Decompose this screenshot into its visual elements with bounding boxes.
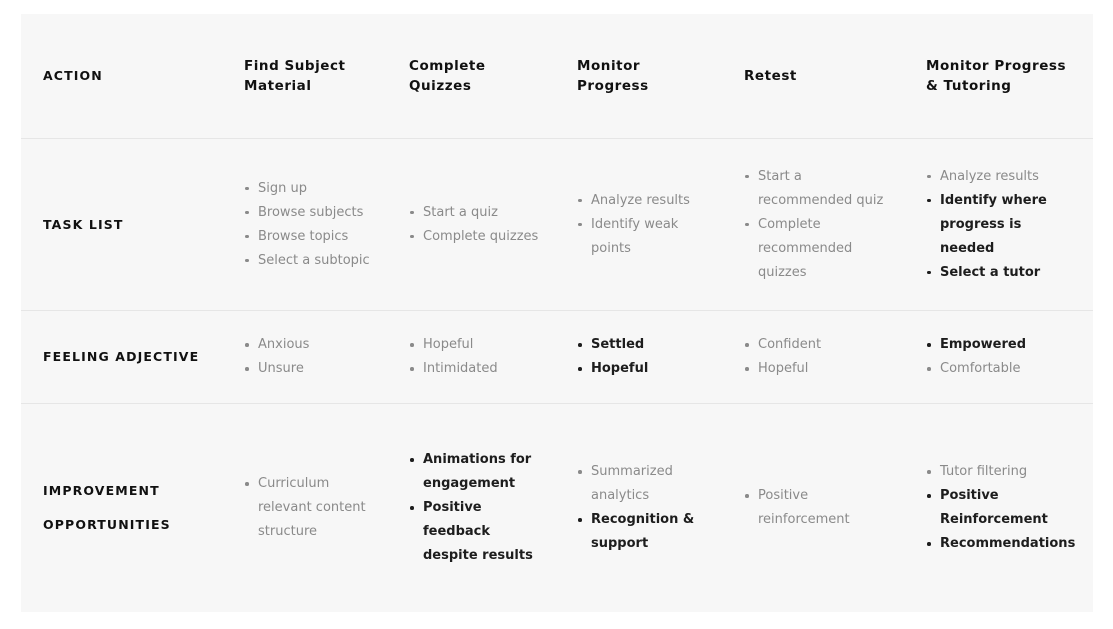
cell-feeling-find-subject-material bbox=[228, 311, 393, 403]
header-cell-retest bbox=[728, 14, 910, 138]
table-row bbox=[21, 310, 1093, 403]
cell-task-list-monitor-progress bbox=[561, 139, 728, 310]
cell-task-list-complete-quizzes bbox=[393, 139, 561, 310]
cell-improvement-monitor-progress bbox=[561, 404, 728, 612]
cell-task-list-monitor-progress-tutoring bbox=[910, 139, 1093, 310]
list-item: Positive feedback despite results bbox=[409, 496, 547, 568]
list-item: Recommendations bbox=[926, 532, 1079, 556]
column-header-label: Monitor Progress bbox=[577, 58, 649, 94]
list-item: Settled bbox=[577, 333, 714, 357]
list-item: Unsure bbox=[244, 357, 379, 381]
row-label-cell bbox=[21, 139, 228, 310]
list-item: Anxious bbox=[244, 333, 379, 357]
list-item: Analyze results bbox=[926, 165, 1079, 189]
list-item: Hopeful bbox=[744, 357, 896, 381]
list-item: Recognition & support bbox=[577, 508, 714, 556]
table-row bbox=[21, 403, 1093, 612]
bullet-list bbox=[409, 333, 547, 381]
column-header-label: ACTION bbox=[43, 68, 103, 83]
list-item: Browse subjects bbox=[244, 201, 379, 225]
table-header-row bbox=[21, 14, 1093, 138]
table-row bbox=[21, 138, 1093, 310]
cell-feeling-complete-quizzes bbox=[393, 311, 561, 403]
cell-feeling-monitor-progress-tutoring bbox=[910, 311, 1093, 403]
cell-improvement-monitor-progress-tutoring bbox=[910, 404, 1093, 612]
cell-improvement-retest bbox=[728, 404, 910, 612]
list-item: Start a recommended quiz bbox=[744, 165, 896, 213]
list-item: Positive reinforcement bbox=[744, 484, 896, 532]
header-cell-monitor-progress bbox=[561, 14, 728, 138]
list-item: Complete quizzes bbox=[409, 225, 547, 249]
row-label: FEELING ADJECTIVE bbox=[43, 349, 200, 364]
header-cell-find-subject-material bbox=[228, 14, 393, 138]
row-label-cell bbox=[21, 311, 228, 403]
list-item: Intimidated bbox=[409, 357, 547, 381]
list-item: Browse topics bbox=[244, 225, 379, 249]
row-label-cell bbox=[21, 404, 228, 612]
bullet-list bbox=[577, 333, 714, 381]
list-item: Select a subtopic bbox=[244, 249, 379, 273]
user-journey-map-table bbox=[21, 14, 1093, 612]
column-header-label: Complete Quizzes bbox=[409, 58, 486, 94]
list-item: Identify weak points bbox=[577, 213, 714, 261]
list-item: Hopeful bbox=[577, 357, 714, 381]
bullet-list bbox=[244, 333, 379, 381]
header-cell-action bbox=[21, 14, 228, 138]
bullet-list bbox=[577, 189, 714, 261]
column-header-label: Find Subject Material bbox=[244, 58, 346, 94]
row-label: TASK LIST bbox=[43, 216, 124, 232]
bullet-list bbox=[744, 165, 896, 285]
list-item: Curriculum relevant content structure bbox=[244, 472, 379, 544]
list-item: Summarized analytics bbox=[577, 460, 714, 508]
cell-task-list-find-subject-material bbox=[228, 139, 393, 310]
header-cell-complete-quizzes bbox=[393, 14, 561, 138]
list-item: Identify where progress is needed bbox=[926, 189, 1079, 261]
list-item: Animations for engagement bbox=[409, 448, 547, 496]
cell-task-list-retest bbox=[728, 139, 910, 310]
list-item: Hopeful bbox=[409, 333, 547, 357]
cell-feeling-retest bbox=[728, 311, 910, 403]
list-item: Confident bbox=[744, 333, 896, 357]
list-item: Start a quiz bbox=[409, 201, 547, 225]
bullet-list bbox=[926, 165, 1079, 285]
bullet-list bbox=[577, 460, 714, 556]
column-header-label: Retest bbox=[744, 68, 797, 84]
list-item: Tutor filtering bbox=[926, 460, 1079, 484]
header-cell-monitor-progress-tutoring bbox=[910, 14, 1093, 138]
list-item: Sign up bbox=[244, 177, 379, 201]
cell-improvement-find-subject-material bbox=[228, 404, 393, 612]
cell-improvement-complete-quizzes bbox=[393, 404, 561, 612]
list-item: Select a tutor bbox=[926, 261, 1079, 285]
bullet-list bbox=[409, 201, 547, 249]
bullet-list bbox=[926, 333, 1079, 381]
bullet-list bbox=[244, 472, 379, 544]
list-item: Positive Reinforcement bbox=[926, 484, 1079, 532]
bullet-list bbox=[244, 177, 379, 273]
cell-feeling-monitor-progress bbox=[561, 311, 728, 403]
list-item: Comfortable bbox=[926, 357, 1079, 381]
row-label: IMPROVEMENT OPPORTUNITIES bbox=[43, 483, 171, 532]
list-item: Analyze results bbox=[577, 189, 714, 213]
list-item: Empowered bbox=[926, 333, 1079, 357]
bullet-list bbox=[926, 460, 1079, 556]
column-header-label: Monitor Progress & Tutoring bbox=[926, 58, 1067, 94]
list-item: Complete recommended quizzes bbox=[744, 213, 896, 285]
bullet-list bbox=[409, 448, 547, 568]
bullet-list bbox=[744, 333, 896, 381]
bullet-list bbox=[744, 484, 896, 532]
